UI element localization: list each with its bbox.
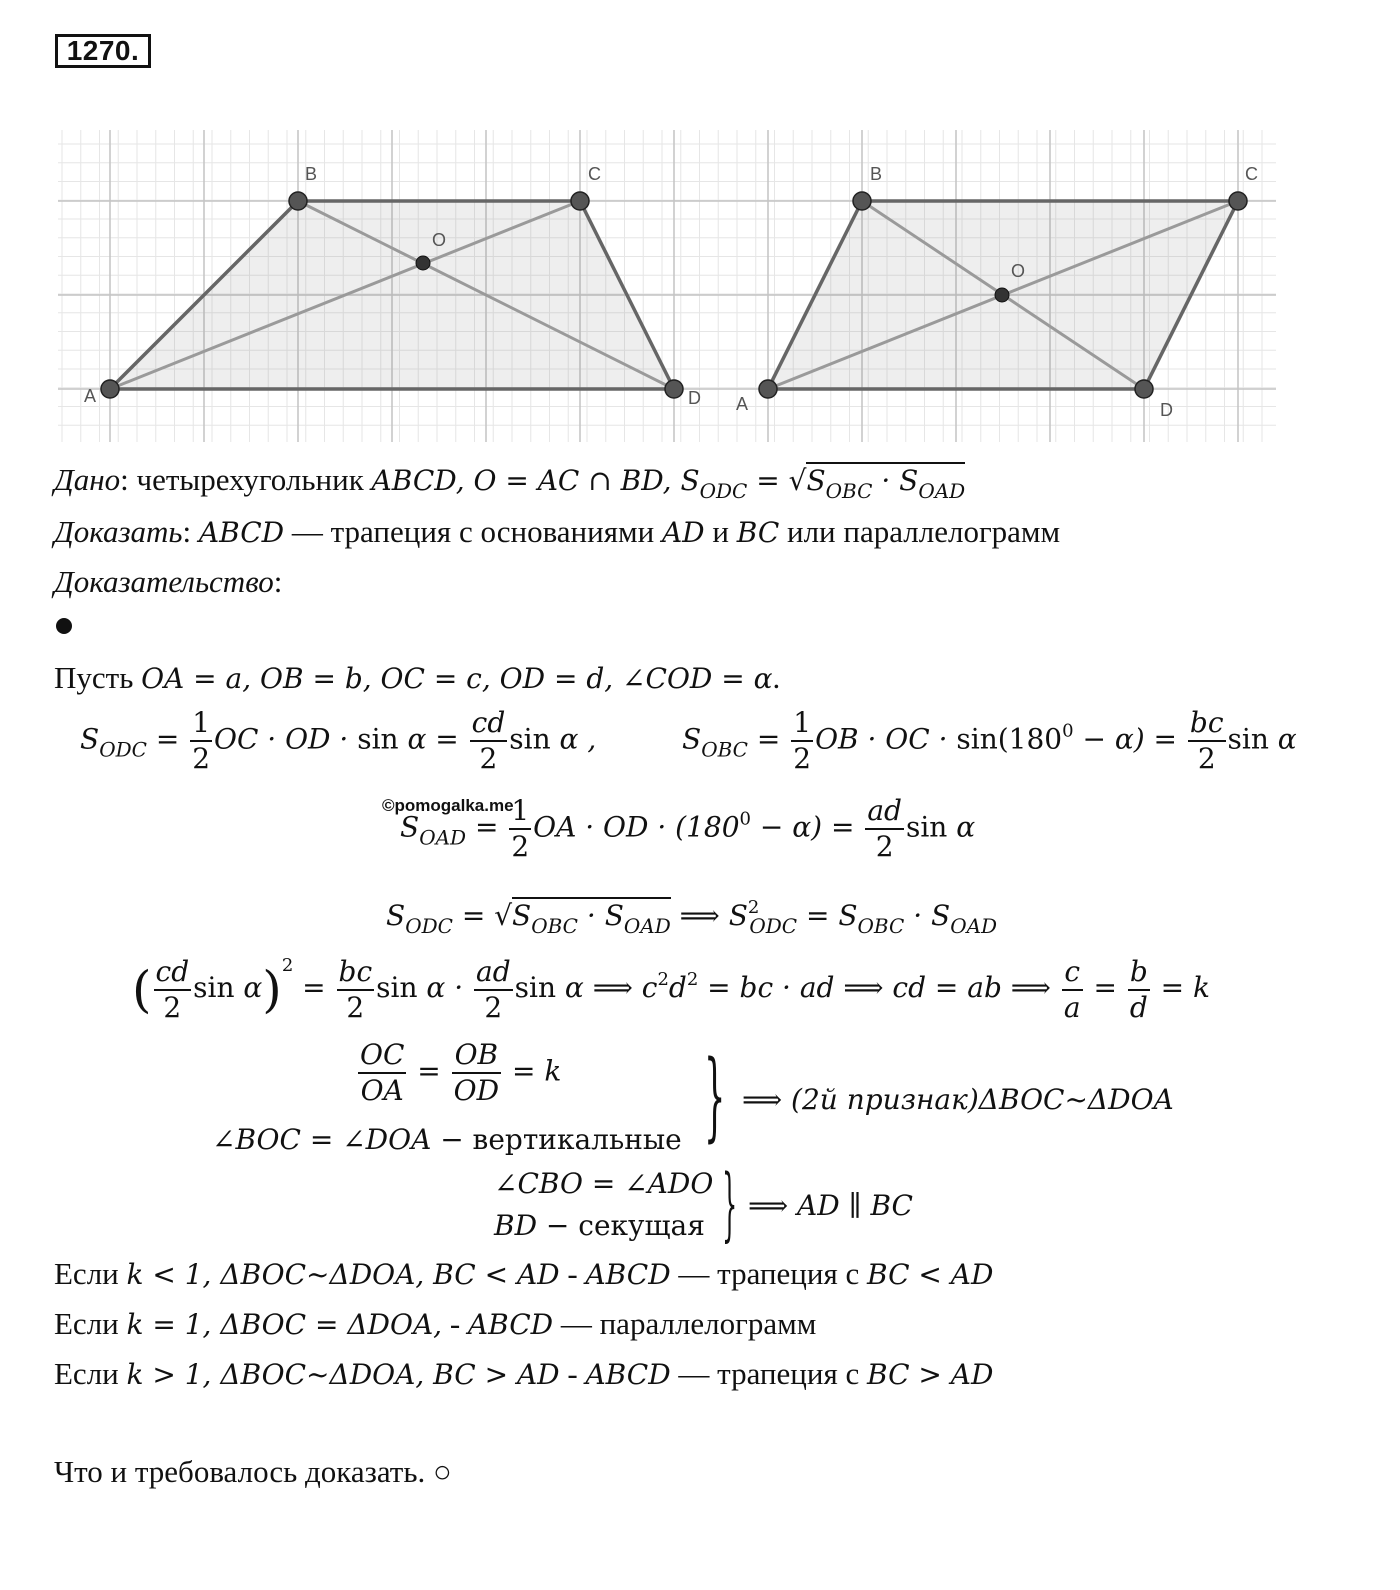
prove-colon: :: [182, 514, 199, 549]
bullet-point: [56, 618, 72, 634]
vertex-C: [1229, 192, 1247, 210]
equation-oad-area: $S_{OAD}$ = $\frac{1}{2}$ OA · OD · $(180^0 - \alpha)$ = $\frac{ad}{2}$ sin α: [400, 794, 976, 863]
given-label: Дано: [54, 462, 121, 497]
right-brace-2: }: [722, 1157, 738, 1250]
case-k-less: Если k < 1, ΔBOC~ΔDOA, BC < AD - ABCD — трапеция с BC < AD: [54, 1256, 994, 1291]
vertex-C: [571, 192, 589, 210]
label-B: B: [870, 164, 883, 184]
label-B: B: [305, 164, 318, 184]
problem-number: 1270.: [55, 34, 151, 68]
vertex-D: [665, 380, 683, 398]
intersection-O: [416, 256, 430, 270]
label-A: A: [84, 386, 97, 406]
prove-m1: ABCD: [198, 516, 285, 549]
case-k-equal: Если k = 1, ΔBOC = ΔDOA, - ABCD — параллелограмм: [54, 1306, 817, 1341]
prove-label: Доказать: [54, 514, 183, 549]
prove-t3: или параллелограмм: [779, 514, 1061, 549]
given-sqrt-a-sub: OBC: [825, 479, 873, 503]
right-brace-1: }: [704, 1040, 726, 1152]
equation-square-relation: $S_{ODC} = √S_{OBC} \cdot S_{OAD}$ ⟹ $S^2_{ODC} = S_{OBC} \cdot S_{OAD}$: [386, 897, 998, 938]
prove-line: [54, 514, 1060, 551]
alternate-angles: ∠CBO = ∠ADO: [494, 1167, 714, 1200]
equation-odc-area: $S_{ODC}$ = $\frac{1}{2}$ OC · OD · sin α = $\frac{cd}{2}$ sin α ,: [80, 706, 597, 775]
given-math: ABCD, O = AC ∩ BD, S: [371, 464, 700, 497]
watermark: ©pomogalka.me: [382, 796, 514, 815]
proof-colon: :: [273, 564, 283, 599]
given-sub: ODC: [699, 479, 748, 503]
proof-line: [54, 564, 282, 600]
parallel-result: ⟹ AD ∥ BC: [748, 1189, 913, 1222]
label-A: A: [736, 394, 749, 414]
let-word: Пусть: [54, 660, 142, 695]
vertex-B: [853, 192, 871, 210]
proof-label: Доказательство: [54, 564, 274, 599]
case-k-greater: Если k > 1, ΔBOC~ΔDOA, BC > AD - ABCD — трапеция с BC > AD: [54, 1356, 994, 1391]
equation-ratio-k: ( $\frac{cd}{2}$ sin α)$^2$ = $\frac{bc}{2}$ sin α · $\frac{ad}{2}$ sin α ⟹ $c^2d^2$ = bc · ad ⟹ cd = ab ⟹ $\frac{c}{a}$ = $\frac{b}{d}$ = k: [132, 954, 1210, 1024]
figures: [0, 0, 1400, 460]
given-sqrt-b-sub: OAD: [918, 479, 966, 503]
similarity-ratio: $\frac{OC}{OA}$ = $\frac{OB}{OD}$ = k: [360, 1038, 562, 1107]
transversal-line: BD − секущая: [494, 1209, 705, 1242]
label-C: C: [1245, 164, 1258, 184]
label-D: D: [1160, 400, 1173, 420]
given-sqrt-b: S: [899, 464, 919, 497]
vertex-D: [1135, 380, 1153, 398]
given-dot: ·: [872, 464, 900, 497]
conclusion: Что и требовалось доказать. ○: [54, 1454, 452, 1489]
prove-m2: AD: [661, 516, 705, 549]
label-D: D: [688, 388, 701, 408]
vertex-A: [101, 380, 119, 398]
label-O: O: [1011, 261, 1026, 281]
vertical-angles: ∠BOC = ∠DOA − вертикальные: [212, 1123, 682, 1156]
vertex-A: [759, 380, 777, 398]
prove-m3: BC: [736, 516, 780, 549]
given-eq: =: [747, 464, 789, 497]
given-line: Дано: четырехугольник ABCD, O = AC ∩ BD, $S_{ODC} = √S_{OBC} \cdot S_{OAD}$: [54, 462, 966, 503]
prove-t2: и: [704, 514, 737, 549]
vertex-B: [289, 192, 307, 210]
prove-t1: — трапеция с основаниями: [284, 514, 662, 549]
intersection-O: [995, 288, 1009, 302]
parallelogram-figure: [736, 164, 1258, 420]
let-end: .: [772, 660, 781, 695]
similarity-result: ⟹ (2й признак)ΔBOC~ΔDOA: [742, 1083, 1174, 1116]
given-text: : четырехугольник: [120, 462, 372, 497]
given-sqrt-a: S: [806, 464, 826, 497]
let-line: [54, 660, 780, 697]
let-math: OA = a, OB = b, OC = c, OD = d, ∠COD = α: [141, 662, 773, 695]
label-C: C: [588, 164, 601, 184]
label-O: O: [432, 230, 447, 250]
equation-obc-area: $S_{OBC}$ = $\frac{1}{2}$ OB · OC · $\sin(180^0 - \alpha)$ = $\frac{bc}{2}$ sin α: [682, 706, 1297, 775]
